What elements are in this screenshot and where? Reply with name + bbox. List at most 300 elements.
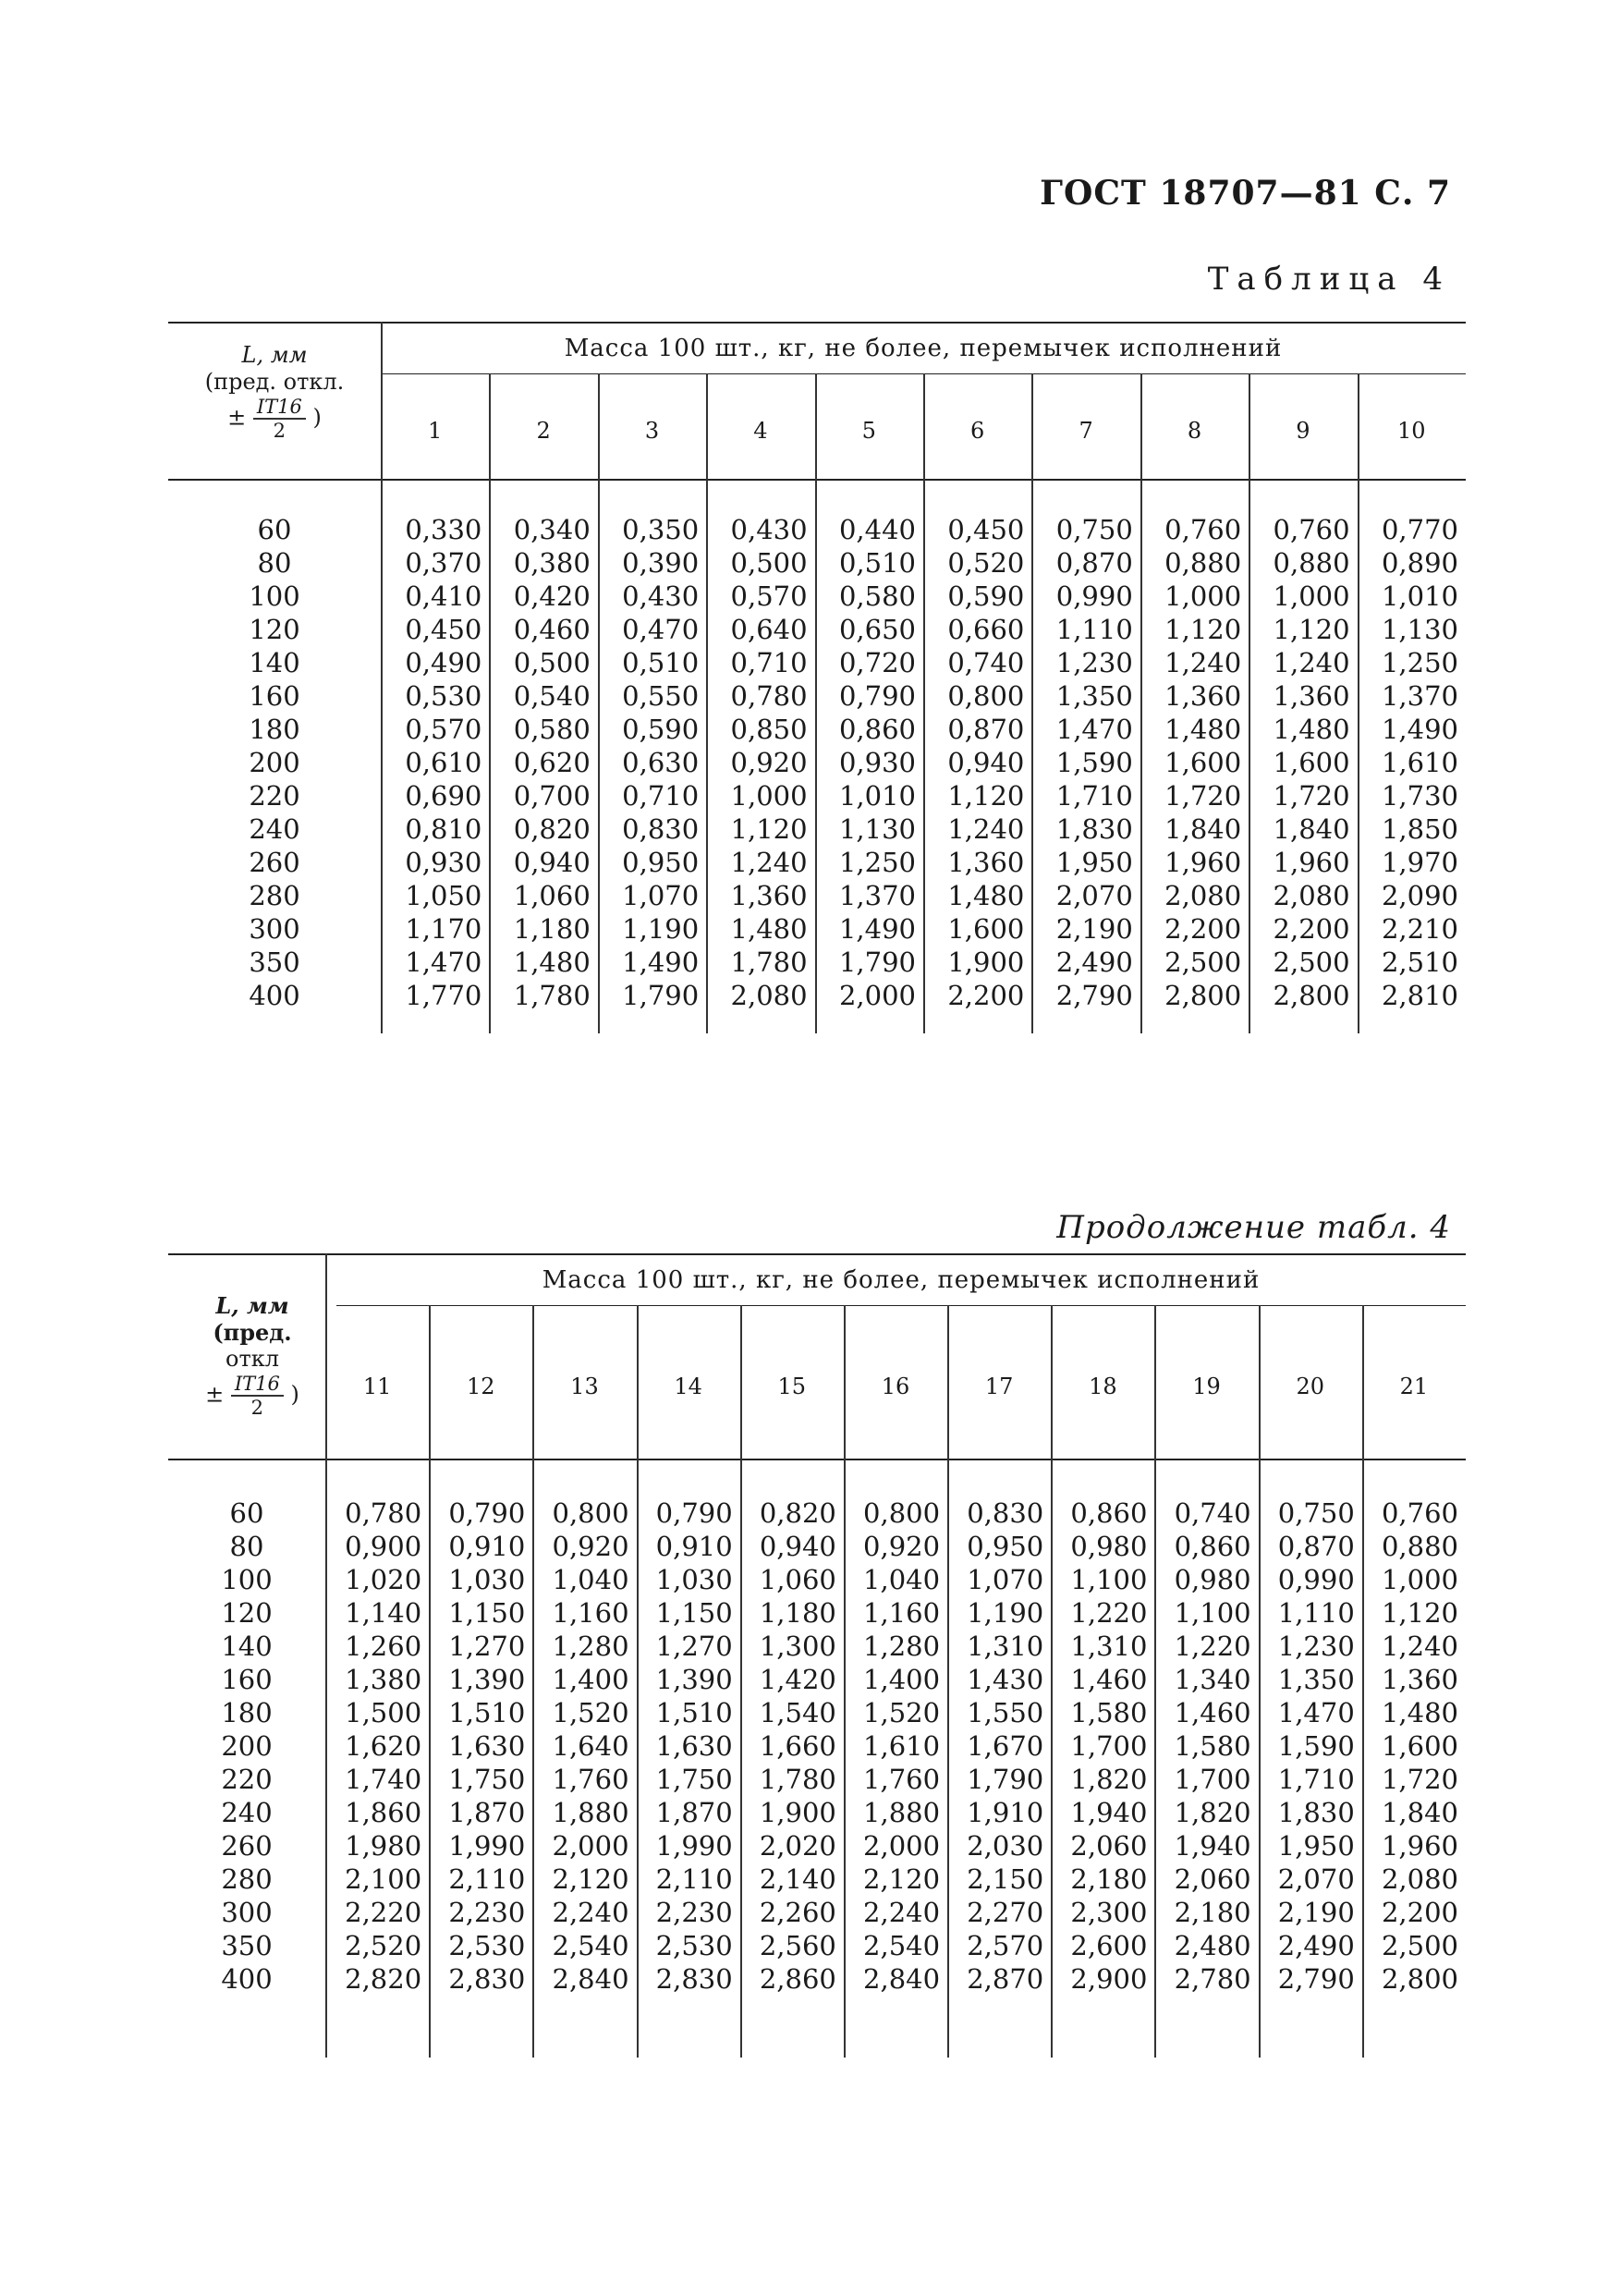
mass-cell: 0,850: [730, 714, 808, 745]
length-cell: 260: [249, 847, 300, 878]
mass-cell: 0,530: [405, 680, 482, 712]
mass-cell: 1,540: [759, 1697, 836, 1728]
mass-cell: 0,990: [1277, 1564, 1355, 1595]
mass-cell: 1,600: [947, 913, 1025, 945]
mass-cell: 1,230: [1055, 647, 1133, 678]
length-cell: 200: [249, 747, 300, 778]
mass-cell: 0,760: [1164, 514, 1242, 545]
mass-cell: 1,910: [967, 1797, 1044, 1828]
l-header-denominator: 2: [273, 420, 286, 442]
mass-cell: 1,190: [622, 913, 700, 945]
mass-cell: 0,490: [405, 647, 482, 678]
mass-cell: 1,360: [1381, 1664, 1458, 1695]
mass-cell: 1,010: [838, 780, 916, 812]
l-header-fraction: [231, 1373, 284, 1419]
mass-cell: 1,270: [655, 1630, 733, 1662]
mass-cell: 1,630: [448, 1730, 526, 1762]
mass-cell: 1,600: [1273, 747, 1350, 778]
column-number: 7: [1079, 418, 1093, 444]
mass-cell: 0,910: [655, 1531, 733, 1562]
mass-cell: 0,940: [759, 1531, 836, 1562]
mass-cell: 2,900: [1070, 1963, 1148, 1995]
mass-cell: 2,800: [1381, 1963, 1458, 1995]
mass-cell: 1,510: [448, 1697, 526, 1728]
mass-cell: 2,090: [1381, 880, 1458, 911]
mass-cell: 0,540: [513, 680, 591, 712]
mass-cell: 1,240: [730, 847, 808, 878]
mass-cell: 2,110: [448, 1863, 526, 1895]
mass-cell: 2,200: [1164, 913, 1242, 945]
mass-cell: 0,570: [730, 580, 808, 612]
mass-cell: 2,490: [1055, 946, 1133, 978]
mass-cell: 0,800: [863, 1497, 941, 1529]
mass-cell: 2,520: [345, 1930, 422, 1961]
table-row: [168, 714, 1466, 747]
table-caption: Таблица 4: [1207, 261, 1451, 298]
mass-cell: 2,810: [1381, 980, 1458, 1011]
mass-cell: 1,060: [759, 1564, 836, 1595]
table-row: [168, 1730, 1466, 1764]
mass-cell: 0,810: [405, 813, 482, 845]
mass-cell: 1,250: [1381, 647, 1458, 678]
length-cell: 220: [221, 1764, 273, 1795]
mass-cell: 2,540: [863, 1930, 941, 1961]
length-cell: 350: [221, 1930, 273, 1961]
mass-cell: 0,420: [513, 580, 591, 612]
mass-cell: 1,100: [1070, 1564, 1148, 1595]
mass-cell: 0,800: [552, 1497, 629, 1529]
mass-cell: 1,360: [947, 847, 1025, 878]
table-row: [168, 847, 1466, 880]
mass-cell: 1,010: [1381, 580, 1458, 612]
mass-cell: 1,160: [863, 1597, 941, 1629]
mass-cell: 1,220: [1070, 1597, 1148, 1629]
mass-cell: 1,710: [1277, 1764, 1355, 1795]
mass-cell: 2,500: [1381, 1930, 1458, 1961]
column-number: 1: [428, 418, 443, 444]
mass-cell: 0,800: [947, 680, 1025, 712]
length-cell: 200: [221, 1730, 273, 1762]
mass-cell: 2,830: [655, 1963, 733, 1995]
column-number: 20: [1296, 1374, 1324, 1399]
mass-cell: 1,390: [655, 1664, 733, 1695]
mass-cell: 0,690: [405, 780, 482, 812]
mass-cell: 2,140: [759, 1863, 836, 1895]
mass-cell: 1,150: [655, 1597, 733, 1629]
l-header-suffix: ): [312, 404, 322, 431]
mass-cell: 0,610: [405, 747, 482, 778]
mass-cell: 0,820: [759, 1497, 836, 1529]
mass-cell: 1,880: [552, 1797, 629, 1828]
mass-cell: 1,070: [967, 1564, 1044, 1595]
mass-cell: 1,830: [1277, 1797, 1355, 1828]
mass-cell: 1,490: [838, 913, 916, 945]
mass-cell: 1,000: [1381, 1564, 1458, 1595]
mass-cell: 2,480: [1174, 1930, 1251, 1961]
mass-cell: 1,000: [1164, 580, 1242, 612]
table-row: [168, 1531, 1466, 1564]
mass-cell: 0,660: [947, 614, 1025, 645]
mass-cell: 1,470: [405, 946, 482, 978]
group-header-rule: [336, 1305, 1466, 1306]
mass-cell: 0,450: [947, 514, 1025, 545]
mass-cell: 1,550: [967, 1697, 1044, 1728]
length-cell: 400: [249, 980, 300, 1011]
mass-cell: 1,070: [622, 880, 700, 911]
length-cell: 80: [229, 1531, 264, 1562]
mass-cell: 0,830: [622, 813, 700, 845]
mass-cell: 0,740: [947, 647, 1025, 678]
mass-cell: 2,840: [863, 1963, 941, 1995]
mass-cell: 0,930: [838, 747, 916, 778]
mass-cell: 1,580: [1174, 1730, 1251, 1762]
l-header-fraction-line: [168, 1373, 336, 1419]
mass-cell: 2,080: [1381, 1863, 1458, 1895]
mass-cell: 2,490: [1277, 1930, 1355, 1961]
mass-cell: 2,080: [730, 980, 808, 1011]
mass-cell: 1,980: [345, 1830, 422, 1862]
table-row: [168, 1897, 1466, 1930]
l-column-header: [168, 1292, 336, 1419]
mass-cell: 2,510: [1381, 946, 1458, 978]
mass-cell: 1,140: [345, 1597, 422, 1629]
mass-cell: 1,850: [1381, 813, 1458, 845]
mass-cell: 1,350: [1277, 1664, 1355, 1695]
column-number: 10: [1397, 418, 1426, 444]
mass-cell: 0,940: [947, 747, 1025, 778]
mass-cell: 0,550: [622, 680, 700, 712]
length-cell: 240: [249, 813, 300, 845]
table-row: [168, 1963, 1466, 1997]
table-row: [168, 946, 1466, 980]
length-cell: 240: [221, 1797, 273, 1828]
mass-cell: 1,960: [1273, 847, 1350, 878]
mass-cell: 2,820: [345, 1963, 422, 1995]
mass-cell: 1,180: [759, 1597, 836, 1629]
mass-cell: 1,420: [759, 1664, 836, 1695]
length-cell: 400: [221, 1963, 273, 1995]
mass-cell: 2,840: [552, 1963, 629, 1995]
mass-cell: 0,950: [622, 847, 700, 878]
mass-cell: 2,530: [448, 1930, 526, 1961]
mass-cell: 1,970: [1381, 847, 1458, 878]
column-number: 13: [570, 1374, 599, 1399]
mass-cell: 1,300: [759, 1630, 836, 1662]
mass-cell: 2,230: [655, 1897, 733, 1928]
l-header-line3: откл: [225, 1346, 279, 1372]
mass-cell: 0,470: [622, 614, 700, 645]
column-number: 17: [984, 1374, 1014, 1399]
column-number: 5: [861, 418, 876, 444]
mass-cell: 2,210: [1381, 913, 1458, 945]
mass-cell: 2,790: [1277, 1963, 1355, 1995]
mass-cell: 1,260: [345, 1630, 422, 1662]
mass-cell: 1,050: [405, 880, 482, 911]
mass-cell: 1,280: [863, 1630, 941, 1662]
length-cell: 140: [249, 647, 300, 678]
mass-cell: 2,060: [1174, 1863, 1251, 1895]
mass-cell: 1,250: [838, 847, 916, 878]
mass-cell: 0,820: [513, 813, 591, 845]
mass-cell: 1,000: [730, 780, 808, 812]
mass-cell: 1,240: [1164, 647, 1242, 678]
mass-cell: 0,410: [405, 580, 482, 612]
mass-cell: 1,370: [838, 880, 916, 911]
mass-cell: 1,480: [1164, 714, 1242, 745]
mass-cell: 2,260: [759, 1897, 836, 1928]
mass-cell: 0,640: [730, 614, 808, 645]
table-continuation-caption: Продолжение табл. 4: [1056, 1209, 1451, 1246]
table-row: [168, 547, 1466, 580]
mass-cell: 0,580: [513, 714, 591, 745]
mass-cell: 0,590: [622, 714, 700, 745]
mass-cell: 0,380: [513, 547, 591, 579]
mass-cell: 0,750: [1277, 1497, 1355, 1529]
l-header-line1: L, мм: [215, 1292, 289, 1319]
mass-cell: 0,870: [1055, 547, 1133, 579]
column-number: 14: [674, 1374, 702, 1399]
length-cell: 80: [257, 547, 292, 579]
column-number: 2: [536, 418, 551, 444]
mass-cell: 0,430: [622, 580, 700, 612]
mass-cell: 1,000: [1273, 580, 1350, 612]
mass-cell: 1,390: [448, 1664, 526, 1695]
mass-cell: 2,000: [552, 1830, 629, 1862]
mass-cell: 1,840: [1273, 813, 1350, 845]
mass-cell: 2,200: [1273, 913, 1350, 945]
mass-cell: 1,130: [838, 813, 916, 845]
column-number: 9: [1296, 418, 1310, 444]
mass-cell: 1,770: [405, 980, 482, 1011]
mass-cell: 0,790: [838, 680, 916, 712]
mass-cell: 1,190: [967, 1597, 1044, 1629]
length-cell: 120: [221, 1597, 273, 1629]
mass-cell: 2,270: [967, 1897, 1044, 1928]
mass-cell: 2,860: [759, 1963, 836, 1995]
mass-cell: 1,170: [405, 913, 482, 945]
l-header-suffix: ): [290, 1381, 299, 1408]
length-cell: 60: [257, 514, 292, 545]
mass-cell: 1,230: [1277, 1630, 1355, 1662]
mass-cell: 0,950: [967, 1531, 1044, 1562]
group-header: Масса 100 шт., кг, не более, перемычек исполнений: [564, 335, 1283, 362]
mass-cell: 1,280: [552, 1630, 629, 1662]
l-header-fraction: [253, 396, 306, 442]
mass-cell: 1,750: [655, 1764, 733, 1795]
table-row: [168, 780, 1466, 813]
length-cell: 100: [221, 1564, 273, 1595]
mass-cell: 0,770: [1381, 514, 1458, 545]
mass-cell: 2,220: [345, 1897, 422, 1928]
mass-cell: 2,830: [448, 1963, 526, 1995]
mass-cell: 1,120: [1381, 1597, 1458, 1629]
mass-cell: 0,430: [730, 514, 808, 545]
length-cell: 100: [249, 580, 300, 612]
mass-cell: 2,180: [1174, 1897, 1251, 1928]
mass-cell: 1,870: [655, 1797, 733, 1828]
length-cell: 350: [249, 946, 300, 978]
length-cell: 160: [249, 680, 300, 712]
length-cell: 140: [221, 1630, 273, 1662]
mass-cell: 1,820: [1174, 1797, 1251, 1828]
mass-cell: 2,300: [1070, 1897, 1148, 1928]
mass-cell: 1,940: [1174, 1830, 1251, 1862]
mass-cell: 1,760: [863, 1764, 941, 1795]
mass-cell: 1,720: [1273, 780, 1350, 812]
mass-cell: 1,470: [1277, 1697, 1355, 1728]
mass-cell: 0,460: [513, 614, 591, 645]
mass-cell: 1,720: [1381, 1764, 1458, 1795]
mass-cell: 2,070: [1277, 1863, 1355, 1895]
mass-cell: 1,380: [345, 1664, 422, 1695]
mass-cell: 1,460: [1174, 1697, 1251, 1728]
mass-cell: 1,150: [448, 1597, 526, 1629]
l-header-numerator: IT16: [231, 1373, 284, 1397]
mass-cell: 1,990: [655, 1830, 733, 1862]
mass-cell: 0,510: [838, 547, 916, 579]
mass-cell: 2,080: [1273, 880, 1350, 911]
mass-cell: 2,190: [1055, 913, 1133, 945]
mass-cell: 1,780: [513, 980, 591, 1011]
table-row: [168, 1930, 1466, 1963]
mass-cell: 1,660: [759, 1730, 836, 1762]
mass-cell: 1,900: [947, 946, 1025, 978]
column-number: 11: [362, 1374, 392, 1399]
mass-cell: 0,780: [730, 680, 808, 712]
mass-cell: 0,720: [838, 647, 916, 678]
table-row: [168, 747, 1466, 780]
mass-cell: 1,130: [1381, 614, 1458, 645]
mass-cell: 0,980: [1174, 1564, 1251, 1595]
mass-cell: 0,990: [1055, 580, 1133, 612]
mass-cell: 1,270: [448, 1630, 526, 1662]
column-number: 18: [1089, 1374, 1117, 1399]
mass-cell: 1,940: [1070, 1797, 1148, 1828]
table-top-rule: [168, 1253, 1466, 1255]
mass-cell: 1,400: [552, 1664, 629, 1695]
mass-cell: 1,640: [552, 1730, 629, 1762]
mass-cell: 2,790: [1055, 980, 1133, 1011]
mass-cell: 1,370: [1381, 680, 1458, 712]
mass-cell: 2,180: [1070, 1863, 1148, 1895]
mass-cell: 0,920: [730, 747, 808, 778]
mass-cell: 1,860: [345, 1797, 422, 1828]
mass-cell: 0,370: [405, 547, 482, 579]
mass-cell: 1,880: [863, 1797, 941, 1828]
table-row: [168, 880, 1466, 913]
mass-cell: 0,870: [947, 714, 1025, 745]
mass-cell: 0,620: [513, 747, 591, 778]
mass-cell: 2,230: [448, 1897, 526, 1928]
mass-cell: 0,520: [947, 547, 1025, 579]
mass-cell: 1,240: [947, 813, 1025, 845]
mass-cell: 0,790: [448, 1497, 526, 1529]
mass-cell: 1,350: [1055, 680, 1133, 712]
mass-cell: 1,490: [1381, 714, 1458, 745]
mass-cell: 1,480: [1381, 1697, 1458, 1728]
column-number: 19: [1192, 1374, 1221, 1399]
mass-cell: 1,700: [1070, 1730, 1148, 1762]
mass-cell: 0,740: [1174, 1497, 1251, 1529]
mass-cell: 2,240: [552, 1897, 629, 1928]
mass-cell: 0,580: [838, 580, 916, 612]
mass-cell: 1,610: [863, 1730, 941, 1762]
mass-cell: 1,520: [863, 1697, 941, 1728]
mass-cell: 0,340: [513, 514, 591, 545]
header-bottom-rule: [168, 479, 1466, 481]
table-row: [168, 1597, 1466, 1630]
mass-cell: 0,870: [1277, 1531, 1355, 1562]
mass-cell: 1,780: [730, 946, 808, 978]
mass-cell: 1,830: [1055, 813, 1133, 845]
mass-cell: 2,200: [1381, 1897, 1458, 1928]
mass-cell: 1,670: [967, 1730, 1044, 1762]
mass-cell: 1,720: [1164, 780, 1242, 812]
mass-cell: 0,940: [513, 847, 591, 878]
mass-cell: 1,950: [1277, 1830, 1355, 1862]
mass-cell: 0,790: [655, 1497, 733, 1529]
table-row: [168, 1664, 1466, 1697]
length-cell: 280: [221, 1863, 273, 1895]
mass-cell: 1,240: [1273, 647, 1350, 678]
mass-cell: 1,840: [1164, 813, 1242, 845]
l-header-line2: (пред.: [213, 1319, 292, 1346]
mass-cell: 1,110: [1277, 1597, 1355, 1629]
mass-cell: 1,480: [947, 880, 1025, 911]
mass-cell: 2,560: [759, 1930, 836, 1961]
mass-cell: 1,950: [1055, 847, 1133, 878]
column-number: 21: [1399, 1374, 1429, 1399]
mass-cell: 0,760: [1273, 514, 1350, 545]
length-cell: 60: [229, 1497, 264, 1529]
table-row: [168, 1863, 1466, 1897]
mass-cell: 0,780: [345, 1497, 422, 1529]
l-header-line1: L, мм: [241, 342, 308, 368]
l-column-header: [168, 342, 381, 442]
mass-cell: 0,390: [622, 547, 700, 579]
table-row: [168, 514, 1466, 547]
column-number: 16: [881, 1374, 910, 1399]
mass-cell: 2,800: [1273, 980, 1350, 1011]
mass-cell: 1,840: [1381, 1797, 1458, 1828]
mass-cell: 1,510: [655, 1697, 733, 1728]
mass-cell: 1,740: [345, 1764, 422, 1795]
mass-cell: 1,490: [622, 946, 700, 978]
mass-cell: 1,870: [448, 1797, 526, 1828]
mass-cell: 2,020: [759, 1830, 836, 1862]
header-bottom-rule: [168, 1459, 1466, 1460]
l-header-prefix: ±: [205, 1381, 225, 1408]
column-number: 6: [970, 418, 985, 444]
mass-cell: 1,360: [1273, 680, 1350, 712]
mass-cell: 2,080: [1164, 880, 1242, 911]
mass-cell: 2,780: [1174, 1963, 1251, 1995]
mass-cell: 1,900: [759, 1797, 836, 1828]
mass-cell: 1,630: [655, 1730, 733, 1762]
mass-cell: 1,580: [1070, 1697, 1148, 1728]
mass-cell: 1,990: [448, 1830, 526, 1862]
mass-cell: 2,600: [1070, 1930, 1148, 1961]
mass-cell: 2,110: [655, 1863, 733, 1895]
column-number: 15: [777, 1374, 807, 1399]
mass-cell: 0,860: [1174, 1531, 1251, 1562]
mass-cell: 1,480: [730, 913, 808, 945]
mass-cell: 0,650: [838, 614, 916, 645]
mass-cell: 1,120: [730, 813, 808, 845]
mass-cell: 0,920: [863, 1531, 941, 1562]
table-row: [168, 1697, 1466, 1730]
mass-cell: 1,120: [947, 780, 1025, 812]
